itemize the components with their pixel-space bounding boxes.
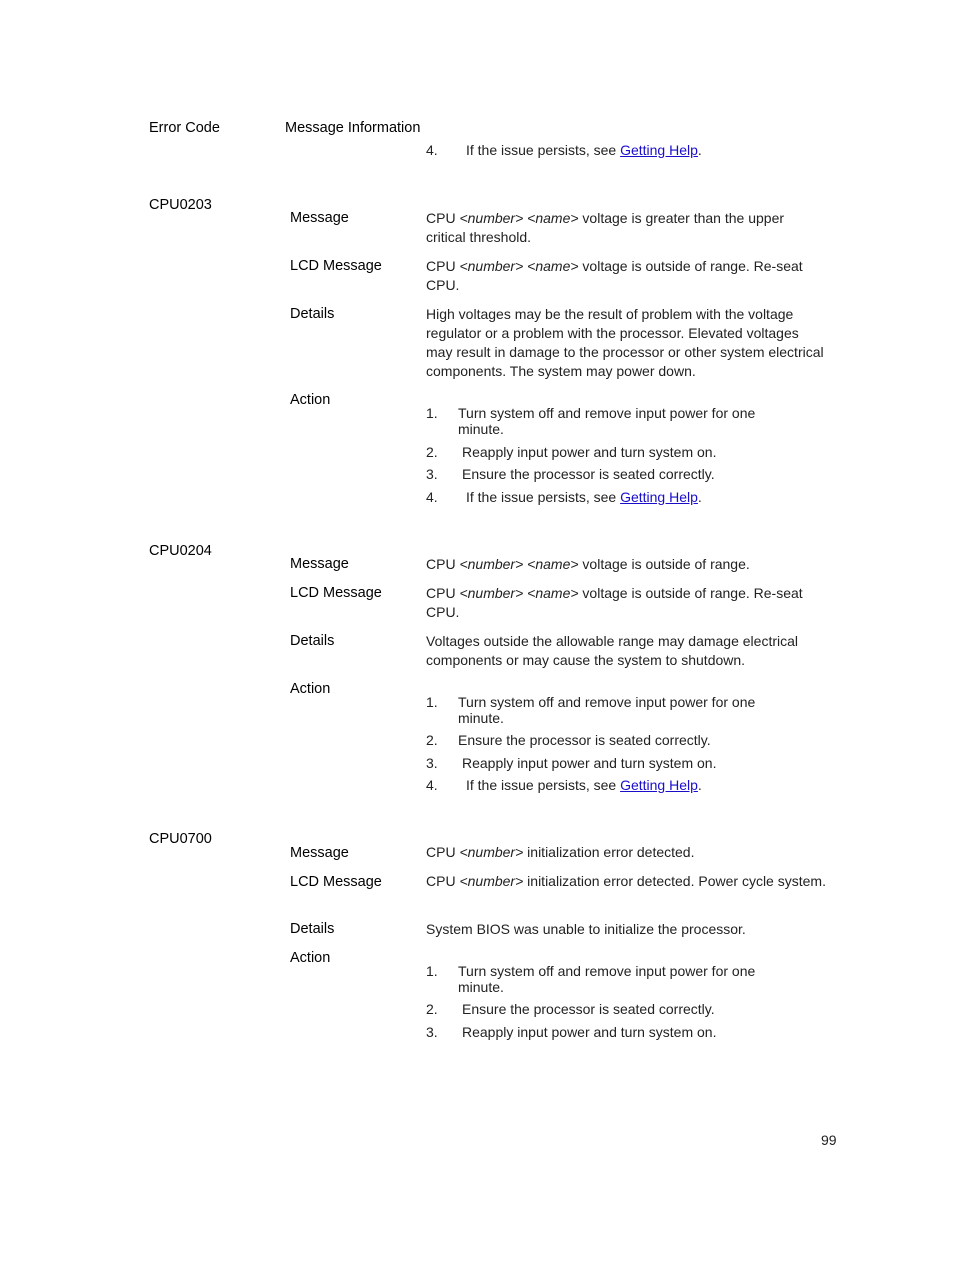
header-error-code: Error Code (149, 120, 220, 136)
message-text: CPU <number> initialization error detected. (426, 844, 695, 860)
error-code: CPU0204 (149, 543, 212, 559)
list-item: If the issue persists, see Getting Help. (466, 489, 702, 505)
list-number: 3. (426, 1024, 438, 1040)
getting-help-link[interactable]: Getting Help (620, 489, 698, 505)
lcd-message-label: LCD Message (290, 874, 382, 890)
message-label: Message (290, 210, 349, 226)
message-text: CPU <number> <name> voltage is outside of range. (426, 556, 750, 572)
list-item: Turn system off and remove input power for one minute. (458, 694, 756, 726)
list-number: 4. (426, 777, 438, 793)
action-label: Action (290, 681, 331, 697)
details-label: Details (290, 921, 335, 937)
message-label: Message (290, 845, 349, 861)
list-number: 4. (426, 489, 438, 505)
list-number: 3. (426, 466, 438, 482)
getting-help-link[interactable]: Getting Help (620, 777, 698, 793)
list-number: 2. (426, 1001, 438, 1017)
details-label: Details (290, 306, 335, 322)
getting-help-link[interactable]: Getting Help (620, 142, 698, 158)
list-number: 1. (426, 405, 438, 421)
list-item: Ensure the processor is seated correctly. (462, 1001, 715, 1017)
header-message-information: Message Information (285, 120, 421, 136)
message-text: CPU <number> <name> voltage is greater than the upper critical threshold. (426, 210, 785, 245)
list-item: Turn system off and remove input power for one minute. (458, 963, 756, 995)
list-item: Reapply input power and turn system on. (462, 1024, 717, 1040)
list-number: 1. (426, 694, 438, 710)
page-number: 99 (821, 1132, 837, 1148)
message-label: Message (290, 556, 349, 572)
list-number: 2. (426, 732, 438, 748)
list-number: 2. (426, 444, 438, 460)
list-item: Ensure the processor is seated correctly. (458, 732, 711, 748)
list-number: 4. (426, 142, 438, 158)
details-label: Details (290, 633, 335, 649)
list-item: Turn system off and remove input power for one minute. (458, 405, 756, 437)
lcd-message-label: LCD Message (290, 585, 382, 601)
list-item: Ensure the processor is seated correctly. (462, 466, 715, 482)
list-item: Reapply input power and turn system on. (462, 755, 717, 771)
details-text: Voltages outside the allowable range may damage electrical components or may cause the system to shutdown. (426, 633, 799, 668)
details-text: High voltages may be the result of problem with the voltage regulator or a problem with the processor. Elevated voltages may result in damage to the processor or other system electrical components. The system may power down. (426, 306, 824, 379)
action-label: Action (290, 392, 331, 408)
lcd-message-text: CPU <number> initialization error detected. Power cycle system. (426, 873, 826, 889)
error-code: CPU0203 (149, 197, 212, 213)
action-label: Action (290, 950, 331, 966)
list-number: 1. (426, 963, 438, 979)
list-number: 3. (426, 755, 438, 771)
details-text: System BIOS was unable to initialize the processor. (426, 921, 746, 937)
lcd-message-text: CPU <number> <name> voltage is outside of range. Re-seat CPU. (426, 258, 803, 293)
lcd-message-text: CPU <number> <name> voltage is outside of range. Re-seat CPU. (426, 585, 803, 620)
lcd-message-label: LCD Message (290, 258, 382, 274)
list-item: Reapply input power and turn system on. (462, 444, 717, 460)
error-code: CPU0700 (149, 831, 212, 847)
list-item: If the issue persists, see Getting Help. (466, 777, 702, 793)
list-item: If the issue persists, see Getting Help. (466, 142, 702, 158)
